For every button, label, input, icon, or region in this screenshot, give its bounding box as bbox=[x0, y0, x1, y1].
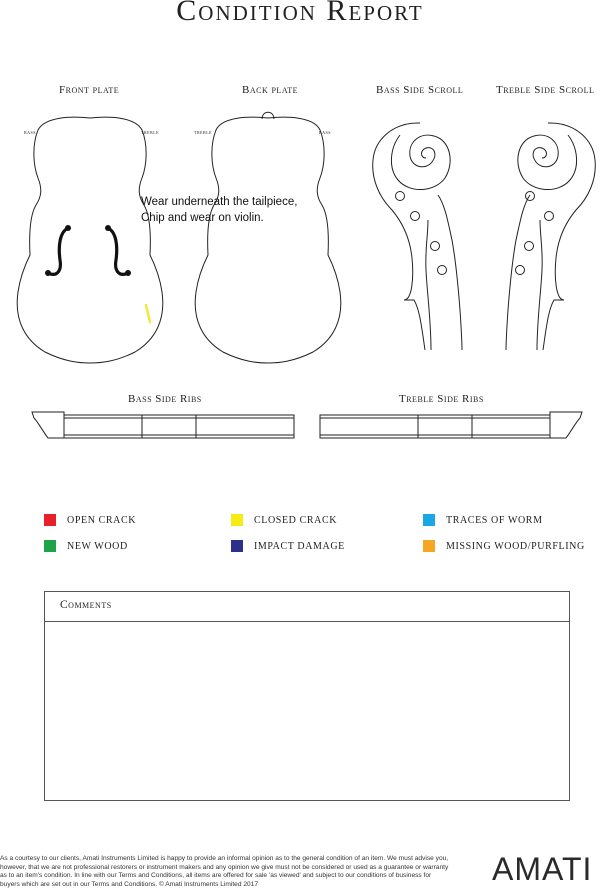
front-bass-label: bass bbox=[24, 130, 37, 136]
back-plate-label: Back plate bbox=[242, 84, 298, 96]
f-hole-left bbox=[48, 228, 68, 274]
legend-closed-crack bbox=[231, 513, 337, 527]
bass-side-scroll-label: Bass Side Scroll bbox=[376, 84, 464, 96]
legend-label: TRACES OF WORM bbox=[446, 514, 543, 526]
bass-scroll-spiral bbox=[391, 135, 450, 190]
open-crack-swatch bbox=[44, 514, 56, 526]
closed-crack-swatch bbox=[231, 514, 243, 526]
legend-missing-wood bbox=[423, 539, 585, 553]
f-hole-right bbox=[108, 228, 128, 274]
comments-field[interactable] bbox=[45, 622, 573, 801]
treble-side-scroll-label: Treble Side Scroll bbox=[496, 84, 595, 96]
front-plate-label: Front plate bbox=[59, 84, 120, 96]
legend-label: NEW WOOD bbox=[67, 540, 128, 552]
back-treble-label: treble bbox=[194, 130, 213, 136]
comments-box bbox=[44, 591, 570, 801]
treble-side-ribs-label: Treble Side Ribs bbox=[399, 393, 484, 405]
front-plate-outline bbox=[17, 117, 163, 363]
back-bass-label: bass bbox=[319, 130, 332, 136]
condition-note bbox=[141, 194, 331, 226]
note-line-2: Chip and wear on violin. bbox=[141, 212, 264, 224]
legend-traces-of-worm bbox=[423, 513, 543, 527]
treble-scroll-spiral bbox=[518, 135, 577, 190]
back-plate-outline bbox=[195, 117, 341, 363]
legend-new-wood bbox=[44, 539, 128, 553]
comments-heading: Comments bbox=[45, 592, 569, 622]
legend-label: MISSING WOOD/PURFLING bbox=[446, 540, 585, 552]
amati-logo: AMATI bbox=[492, 851, 593, 887]
page-title: Condition Report bbox=[176, 0, 424, 27]
legend-open-crack bbox=[44, 513, 136, 527]
treble-ribs-outline bbox=[550, 412, 582, 438]
legend-impact-damage bbox=[231, 539, 345, 553]
missing-wood-swatch bbox=[423, 540, 435, 552]
traces-of-worm-swatch bbox=[423, 514, 435, 526]
impact-damage-swatch bbox=[231, 540, 243, 552]
disclaimer-text: As a courtesy to our clients, Amati Instruments Limited is happy to provide an informal opinion as to the general condition of an item. We must advise you, however, that we are not professional restorers or instrument makers and any opinion we give must not be considered or used as a guarantee or warranty as to an item's condition. In line with our Terms and Conditions, all items are offered for sale 'as viewed' and subject to our conditions of business for buyers which are set out in our Terms and Conditions. © Amati Instruments Limited 2017 bbox=[0, 855, 449, 888]
legend-label: OPEN CRACK bbox=[67, 514, 137, 526]
bass-scroll-back bbox=[438, 195, 462, 350]
bass-ribs-outline bbox=[32, 412, 64, 438]
legend-label: IMPACT DAMAGE bbox=[254, 540, 345, 552]
note-line-1: Wear underneath the tailpiece, bbox=[141, 196, 298, 208]
legend-label: CLOSED CRACK bbox=[254, 514, 338, 526]
bass-side-ribs-label: Bass Side Ribs bbox=[128, 393, 202, 405]
treble-scroll-back bbox=[506, 195, 530, 350]
front-treble-label: treble bbox=[141, 130, 160, 136]
new-wood-swatch bbox=[44, 540, 56, 552]
closed-crack-mark bbox=[146, 305, 150, 322]
